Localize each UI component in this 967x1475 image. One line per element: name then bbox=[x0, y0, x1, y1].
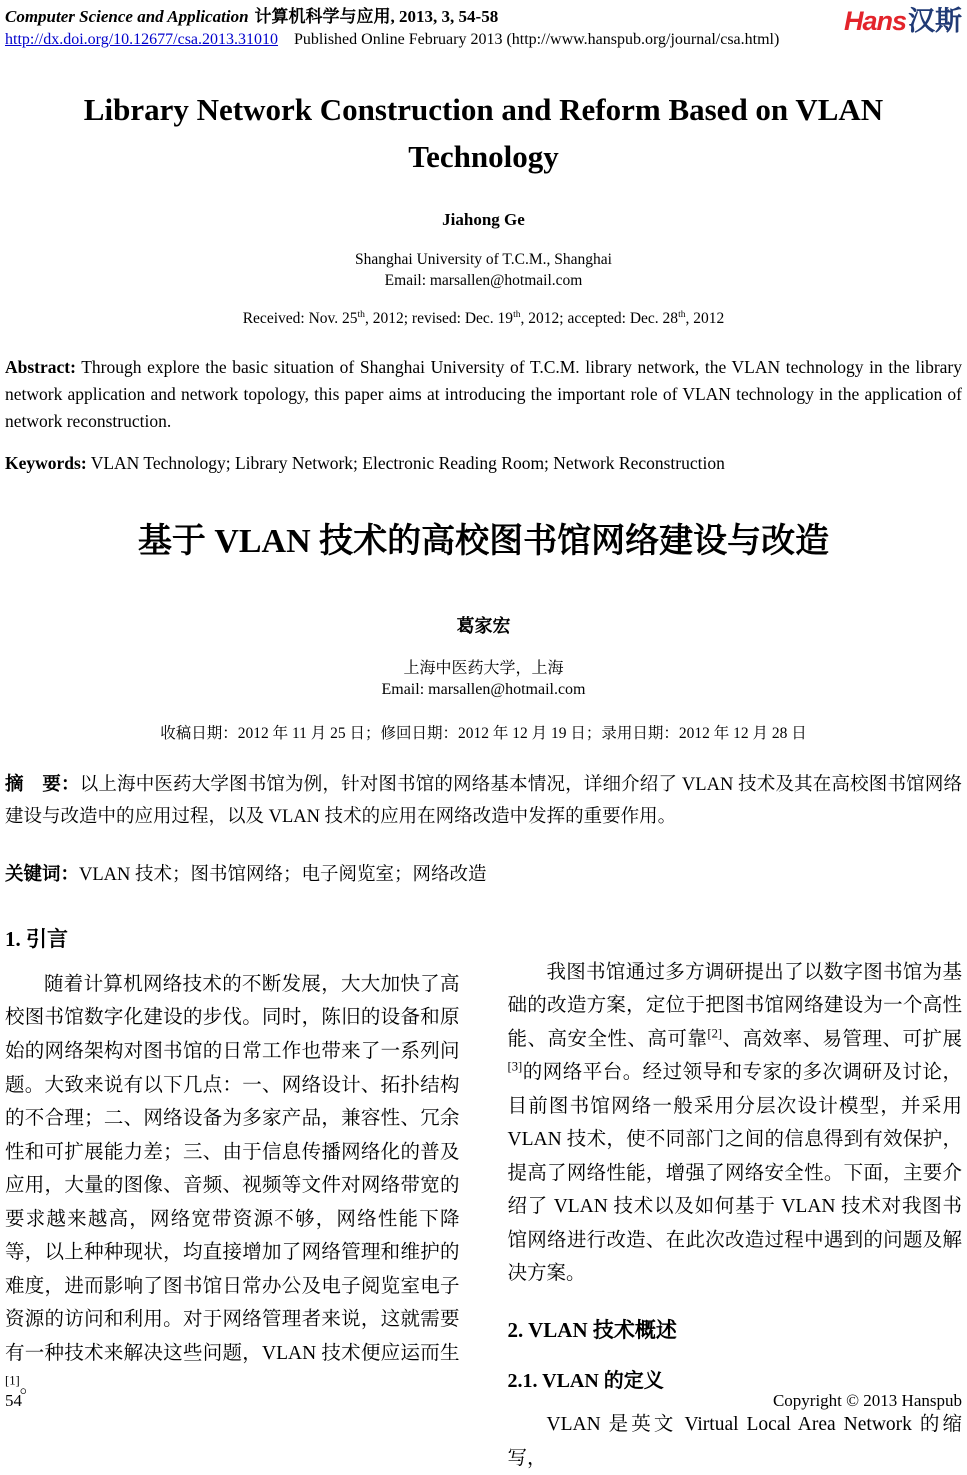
email-en: Email: marsallen@hotmail.com bbox=[384, 272, 583, 290]
citation-ref-2: [2] bbox=[707, 1026, 723, 1041]
hans-logo-latin: Hans bbox=[843, 6, 906, 36]
hans-logo-hanzi: 汉斯 bbox=[908, 6, 962, 36]
section-heading-2-1: 2.1. VLAN 的定义 bbox=[507, 1370, 664, 1393]
ordinal-sup: th bbox=[513, 308, 521, 320]
journal-header bbox=[5, 6, 962, 51]
paper-title-en: Library Network Construction and Reform Based on VLAN Technology bbox=[83, 92, 884, 174]
section-heading-1: 1. 引言 bbox=[5, 926, 68, 951]
abstract-zh bbox=[5, 769, 962, 834]
reform-paragraph bbox=[508, 956, 963, 1291]
keywords-text-zh: VLAN 技术；图书馆网络；电子阅览室；网络改造 bbox=[79, 864, 487, 885]
vlan-definition-text: VLAN 是英文 Virtual Local Area Network 的缩写， bbox=[507, 1414, 962, 1469]
keywords-label-en: Keywords: bbox=[5, 452, 87, 473]
keywords-label-zh: 关键词： bbox=[5, 864, 80, 885]
received-text: Received: Nov. 25 bbox=[242, 310, 358, 328]
accepted-text: , 2012; accepted: Dec. 28 bbox=[520, 310, 679, 328]
doi-link[interactable]: http://dx.doi.org/10.12677/csa.2013.31010 bbox=[5, 31, 279, 49]
journal-title-line bbox=[5, 6, 779, 28]
reform-seg1: 我图书馆通过多方调研提出了以数字图书馆为基础的改造方案，定位于把图书馆网络建设为一个高性能、高安全性、高可靠 bbox=[507, 961, 962, 1050]
paper-title-zh: 基于 VLAN 技术的高校图书馆网络建设与改造 bbox=[137, 522, 830, 560]
abstract-text-en: Through explore the basic situation of Shanghai University of T.C.M. library network, the VLAN technology in the library network application and network topology, this paper aims at introducing the important role of VLAN technology in the application of network reconstruction. bbox=[5, 357, 962, 432]
received-line-en bbox=[5, 310, 962, 328]
affiliation-zh: 上海中医药大学，上海 bbox=[403, 659, 564, 677]
intro-paragraph bbox=[5, 968, 460, 1404]
abstract-text-zh: 以上海中医药大学图书馆为例，针对图书馆的网络基本情况，详细介绍了 VLAN 技术及其在高校图书馆网络建设与改造中的应用过程，以及 VLAN 技术的应用在网络改造中发挥的重要作用。 bbox=[5, 774, 962, 828]
affiliation-block-en bbox=[5, 250, 962, 292]
abstract-label-zh: 摘 要： bbox=[5, 774, 80, 795]
intro-text: 随着计算机网络技术的不断发展，大大加快了高校图书馆数字化建设的步伐。同时，陈旧的设备和原始的网络架构对图书馆的日常工作也带来了一系列问题。大致来说有以下几点：一、网络设计、拓扑结构的不合理；二、网络设备为多家产品，兼容性、冗余性和可扩展能力差；三、由于信息传播网络化的普及应用，大量的图像、音频、视频等文件对网络带宽的要求越来越高，网络宽带资源不够，网络性能下降等，以上种种现状，均直接增加了网络管理和维护的难度，进而影响了图书馆日常办公及电子阅览室电子资源的访问和利用。对于网络管理者来说，这就需要有一种技术来解决这些问题，VLAN 技术便应运而生 bbox=[5, 973, 460, 1364]
keywords-text-en: VLAN Technology; Library Network; Electronic Reading Room; Network Reconstruction bbox=[86, 452, 725, 473]
journal-info bbox=[5, 6, 779, 51]
ordinal-sup: th bbox=[357, 308, 365, 320]
copyright: Copyright © 2013 Hanspub bbox=[772, 1391, 962, 1410]
author-zh: 葛家宏 bbox=[456, 615, 511, 636]
ordinal-sup: th bbox=[678, 308, 686, 320]
intro-tail: 。 bbox=[19, 1376, 40, 1398]
abstract-en bbox=[5, 354, 962, 435]
page-footer bbox=[5, 1391, 962, 1411]
received-line-zh: 收稿日期：2012 年 11 月 25 日；修回日期：2012 年 12 月 19 日；录用日期：2012 年 12 月 28 日 bbox=[160, 724, 807, 742]
citation-ref-1: [1] bbox=[5, 1373, 20, 1388]
vlan-definition-paragraph bbox=[508, 1408, 963, 1475]
revised-text: , 2012; revised: Dec. 19 bbox=[364, 310, 514, 328]
abstract-label-en: Abstract: bbox=[5, 357, 76, 378]
year-text: , 2012 bbox=[685, 310, 725, 328]
author-en: Jiahong Ge bbox=[442, 210, 525, 230]
section-heading-2: 2. VLAN 技术概述 bbox=[507, 1317, 677, 1342]
reform-seg2: 、高效率、易管理、可扩展 bbox=[722, 1028, 962, 1050]
keywords-zh bbox=[5, 860, 962, 886]
affiliation-en: Shanghai University of T.C.M., Shanghai bbox=[355, 251, 612, 269]
journal-name-zh-issue: 计算机科学与应用, 2013, 3, 54-58 bbox=[254, 7, 499, 26]
keywords-en bbox=[5, 453, 962, 474]
hans-logo bbox=[844, 8, 962, 35]
reform-seg3: 的网络平台。经过领导和专家的多次调研及讨论，目前图书馆网络一般采用分层次设计模型，并采用 VLAN 技术，使不同部门之间的信息得到有效保护，提高了网络性能，增强了网络安全性。下面，主要介绍了 VLAN 技术以及如何基于 VLAN 技术对我图书馆网络进行改造、在此次改造过程中遇到的问题及解决方案。 bbox=[507, 1062, 962, 1285]
page-number: 54 bbox=[5, 1391, 22, 1410]
journal-doi-line bbox=[5, 28, 779, 51]
journal-name-en: Computer Science and Application bbox=[5, 7, 249, 26]
citation-ref-3: [3] bbox=[507, 1059, 523, 1074]
affiliation-block-zh bbox=[5, 658, 962, 701]
email-zh: Email: marsallen@hotmail.com bbox=[381, 681, 586, 699]
published-online-text: Published Online February 2013 (http://www.hanspub.org/journal/csa.html) bbox=[294, 31, 780, 49]
